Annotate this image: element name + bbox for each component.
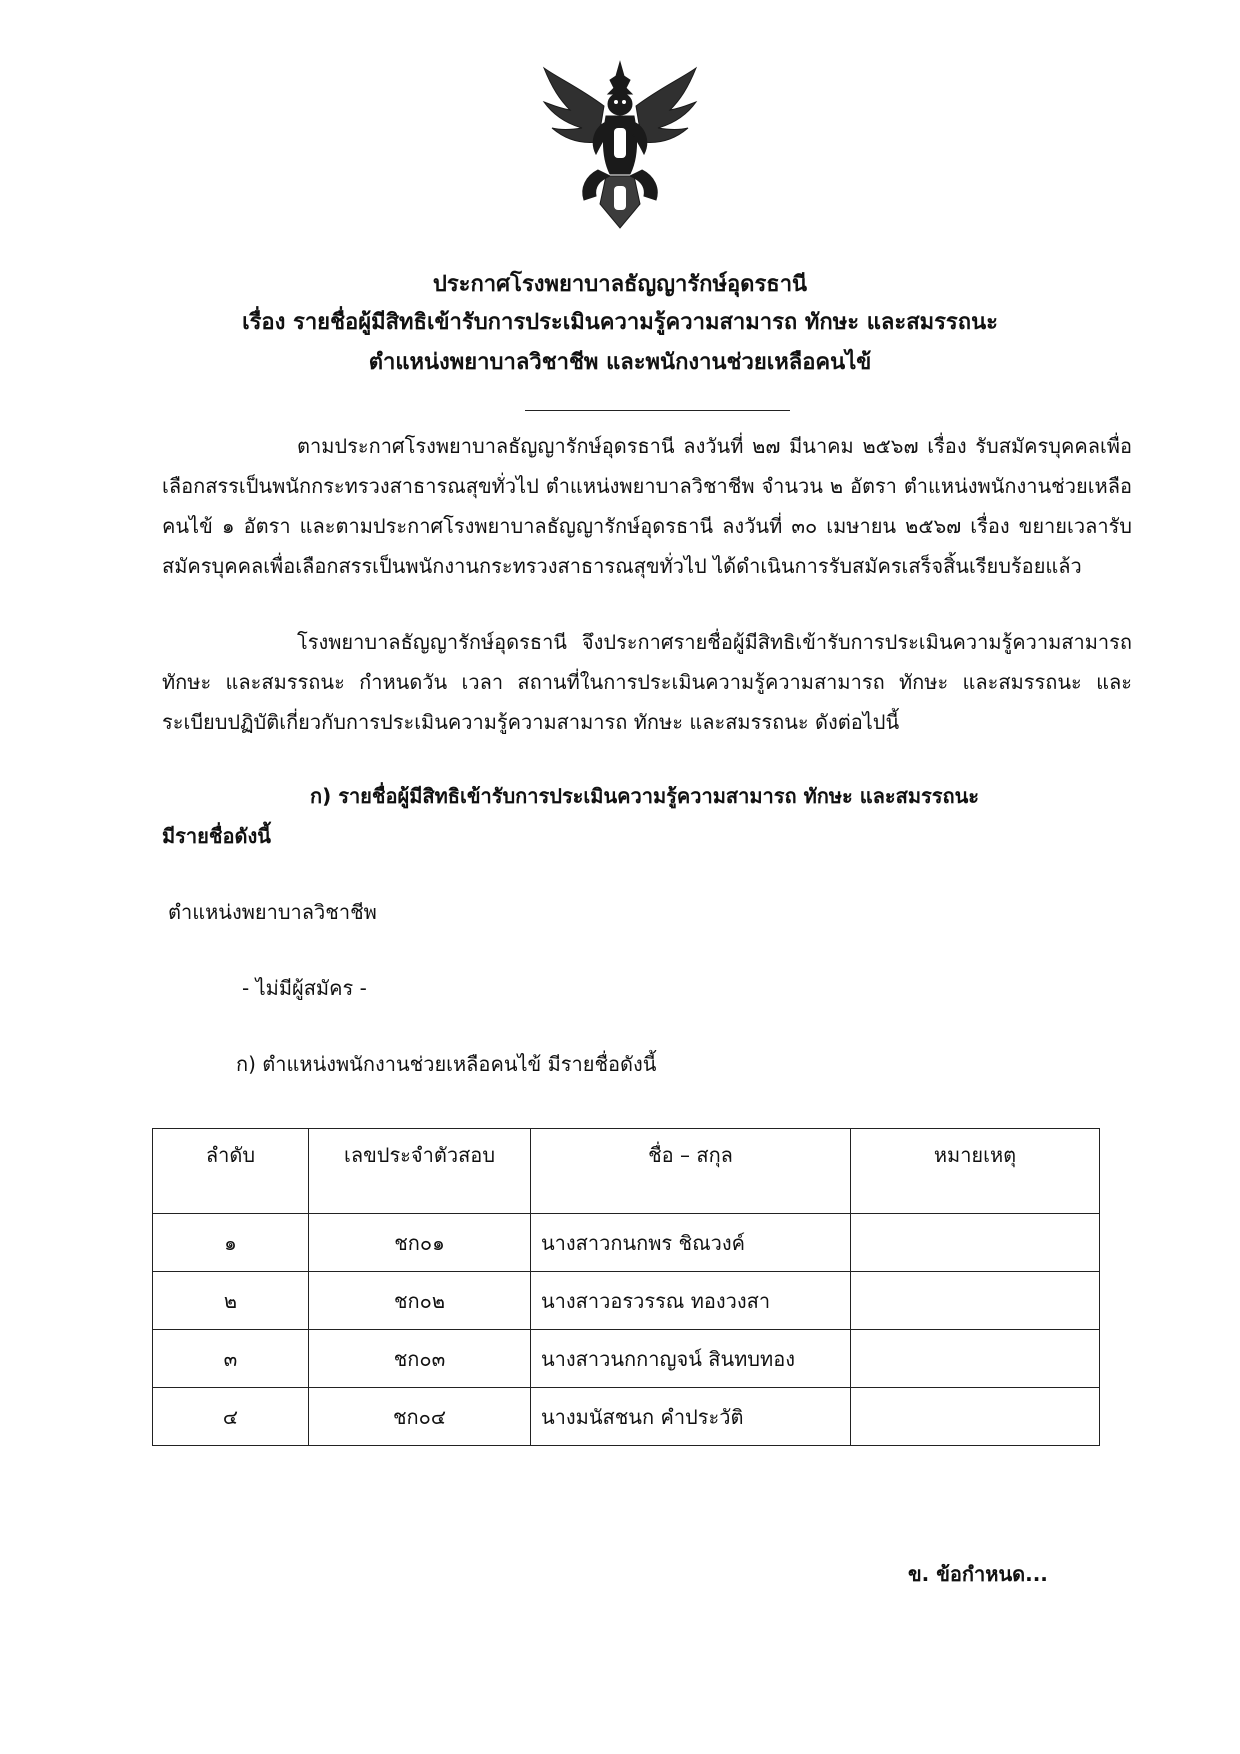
cell-exam-id: ชก๐๓	[309, 1330, 531, 1388]
position-nurse-label: ตำแหน่งพยาบาลวิชาชีพ	[168, 900, 377, 924]
announcement-subject: เรื่อง รายชื่อผู้มีสิทธิเข้ารับการประเมินความรู้ความสามารถ ทักษะ และสมรรถนะ	[242, 310, 998, 335]
table-row	[153, 1330, 1100, 1388]
header-exam-id: เลขประจำตัวสอบ	[309, 1129, 531, 1214]
cell-order: ๑	[153, 1214, 309, 1272]
garuda-emblem-icon	[540, 58, 700, 230]
position-assistant-label: ก) ตำแหน่งพนักงานช่วยเหลือคนไข้ มีรายชื่อดังนี้	[236, 1052, 657, 1076]
table-row	[153, 1214, 1100, 1272]
cell-exam-id: ชก๐๑	[309, 1214, 531, 1272]
cell-exam-id: ชก๐๒	[309, 1272, 531, 1330]
cell-name: นางสาวอรวรรณ ทองวงสา	[531, 1272, 851, 1330]
section-a-heading-cont: มีรายชื่อดังนี้	[162, 824, 271, 848]
cell-name: นางสาวนกกาญจน์ สินทบทอง	[531, 1330, 851, 1388]
paragraph-announcement: โรงพยาบาลธัญญารักษ์อุดรธานี จึงประกาศรายชื่อผู้มีสิทธิเข้ารับการประเมินความรู้ความสามารถทักษะ และสมรรถนะ กำหนดวัน เวลา สถานที่ในการประเมินความรู้ความสามารถ ทักษะ และสมรรถนะ และระเบียบปฏิบัติเกี่ยวกับการประเมินความรู้ความสามารถ ทักษะ และสมรรถนะ ดังต่อไปนี้	[162, 630, 1132, 734]
paragraph-background: ตามประกาศโรงพยาบาลธัญญารักษ์อุดรธานี ลงวันที่ ๒๗ มีนาคม ๒๕๖๗ เรื่อง รับสมัครบุคคลเพื่อเลือกสรรเป็นพนักกระทรวงสาธารณสุขทั่วไป ตำแหน่งพยาบาลวิชาชีพ จำนวน ๒ อัตรา ตำแหน่งพนักงานช่วยเหลือคนไข้ ๑ อัตรา และตามประกาศโรงพยาบาลธัญญารักษ์อุดรธานี ลงวันที่ ๓๐ เมษายน ๒๕๖๗ เรื่อง ขยายเวลารับสมัครบุคคลเพื่อเลือกสรรเป็นพนักงานกระทรวงสาธารณสุขทั่วไป ได้ดำเนินการรับสมัครเสร็จสิ้นเรียบร้อยแล้ว	[162, 434, 1132, 578]
cell-order: ๓	[153, 1330, 309, 1388]
header-note: หมายเหตุ	[851, 1129, 1100, 1214]
table-row	[153, 1388, 1100, 1446]
cell-note	[851, 1330, 1100, 1388]
cell-note	[851, 1388, 1100, 1446]
announcement-title: ประกาศโรงพยาบาลธัญญารักษ์อุดรธานี	[432, 272, 808, 297]
announcement-positions: ตำแหน่งพยาบาลวิชาชีพ และพนักงานช่วยเหลือคนไข้	[368, 350, 872, 375]
cell-exam-id: ชก๐๔	[309, 1388, 531, 1446]
continuation-marker: ข. ข้อกำหนด...	[908, 1562, 1048, 1586]
header-order: ลำดับ	[153, 1129, 309, 1214]
cell-order: ๔	[153, 1388, 309, 1446]
table-row	[153, 1272, 1100, 1330]
title-divider	[525, 410, 790, 411]
table-header-row	[153, 1129, 1100, 1214]
cell-name: นางมนัสชนก คำประวัติ	[531, 1388, 851, 1446]
cell-name: นางสาวกนกพร ชิณวงค์	[531, 1214, 851, 1272]
header-name: ชื่อ – สกุล	[531, 1129, 851, 1214]
section-a-heading: ก) รายชื่อผู้มีสิทธิเข้ารับการประเมินความรู้ความสามารถ ทักษะ และสมรรถนะ	[310, 784, 980, 808]
candidate-table	[152, 1128, 1100, 1446]
cell-note	[851, 1272, 1100, 1330]
no-applicants-note: - ไม่มีผู้สมัคร -	[242, 976, 367, 1000]
cell-order: ๒	[153, 1272, 309, 1330]
cell-note	[851, 1214, 1100, 1272]
